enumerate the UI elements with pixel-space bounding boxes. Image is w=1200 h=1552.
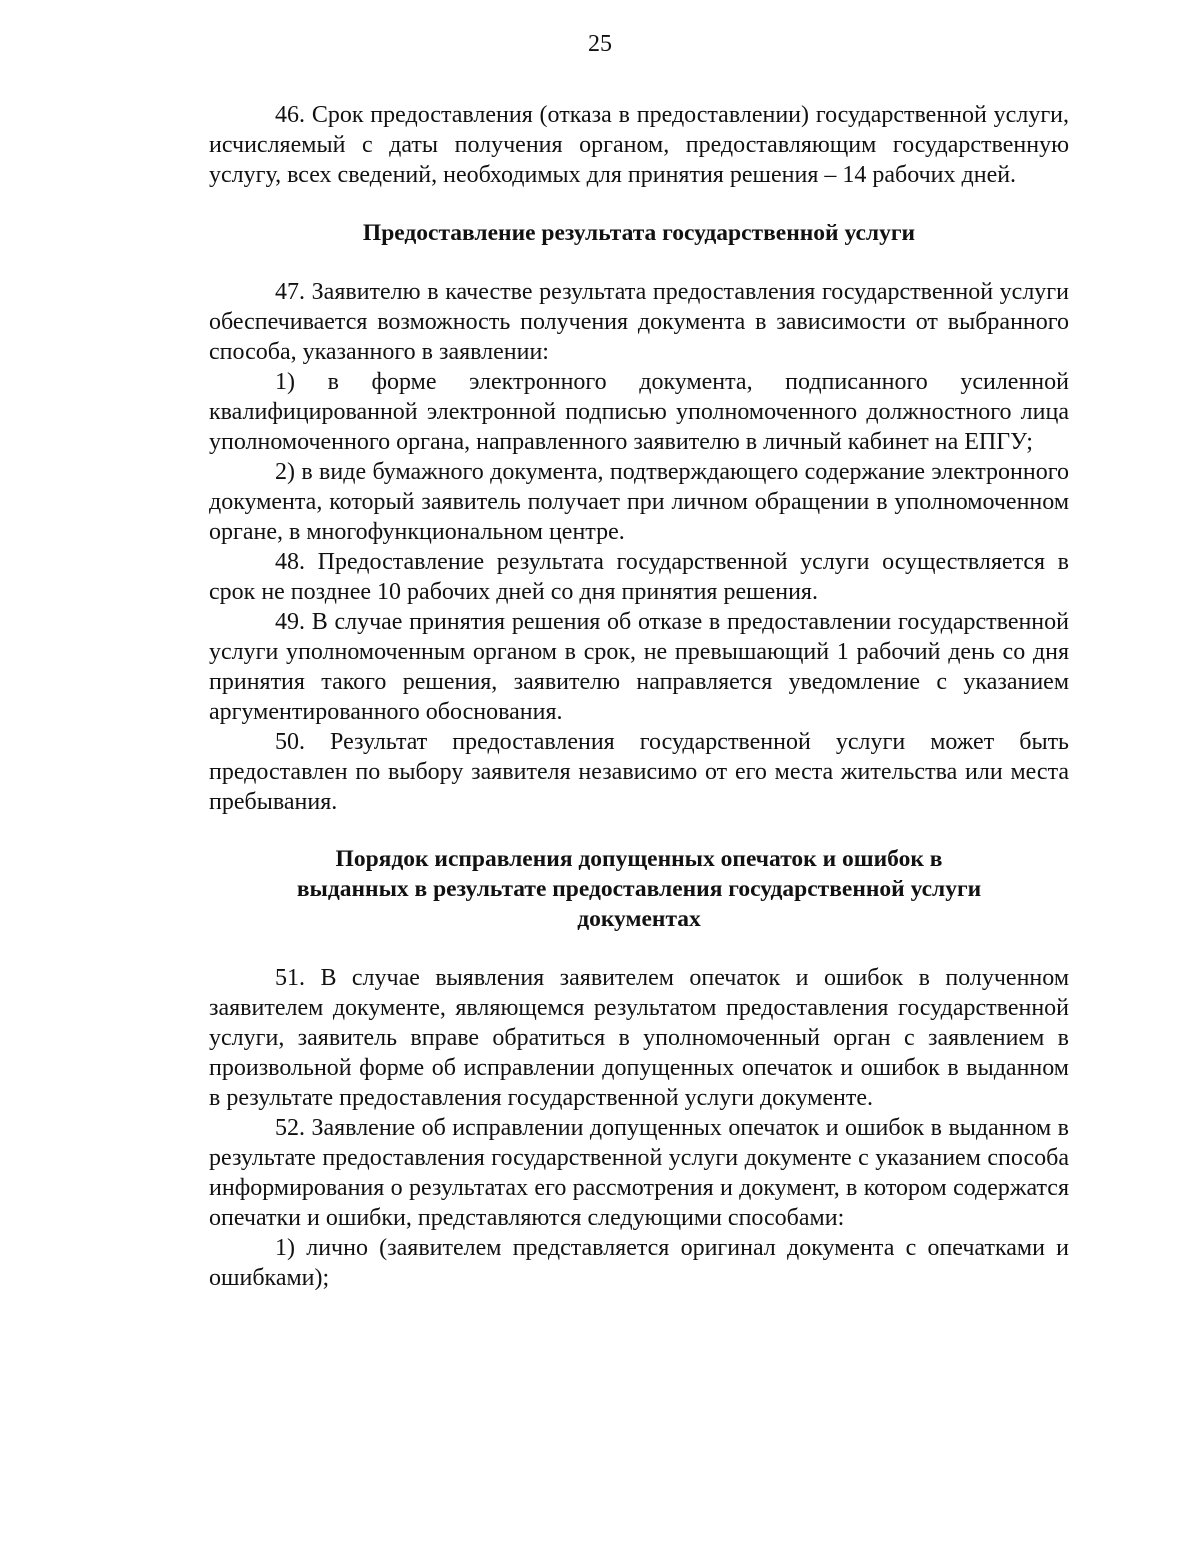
paragraph-46: 46. Срок предоставления (отказа в предоставлении) государственной услуги, исчисляемый с даты получения органом, предоставляющим государственную услугу, всех сведений, необходимых для принятия решения – 14 рабочих дней. bbox=[209, 102, 1069, 188]
paragraph-48: 48. Предоставление результата государственной услуги осуществляется в срок не позднее 10 рабочих дней со дня принятия решения. bbox=[209, 549, 1069, 605]
heading-line: выданных в результате предоставления государственной услуги bbox=[296, 876, 982, 902]
page-number: 25 bbox=[588, 31, 612, 57]
document-body bbox=[209, 100, 1069, 1293]
heading-line: Порядок исправления допущенных опечаток и ошибок в bbox=[335, 846, 943, 872]
paragraph-47-item-1: 1) в форме электронного документа, подписанного усиленной квалифицированной электронной подписью уполномоченного должностного лица уполномоченного органа, направленного заявителю в личный кабинет на ЕПГУ; bbox=[209, 369, 1069, 455]
paragraph-47: 47. Заявителю в качестве результата предоставления государственной услуги обеспечивается возможность получения документа в зависимости от выбранного способа, указанного в заявлении: bbox=[209, 279, 1069, 365]
paragraph-51: 51. В случае выявления заявителем опечаток и ошибок в полученном заявителем документе, являющемся результатом предоставления государственной услуги, заявитель вправе обратиться в уполномоченный орган с заявлением в произвольной форме об исправлении допущенных опечаток и ошибок в выданном в результате предоставления государственной услуги документе. bbox=[209, 965, 1069, 1111]
heading-line: документах bbox=[577, 906, 701, 932]
paragraph-52: 52. Заявление об исправлении допущенных опечаток и ошибок в выданном в результате предоставления государственной услуги документе с указанием способа информирования о результатах его рассмотрения и документ, в котором содержатся опечатки и ошибки, представляются следующими способами: bbox=[209, 1115, 1069, 1231]
paragraph-49: 49. В случае принятия решения об отказе в предоставлении государственной услуги уполномоченным органом в срок, не превышающий 1 рабочий день со дня принятия такого решения, заявителю направляется уведомление с указанием аргументированного обоснования. bbox=[209, 609, 1069, 725]
paragraph-47-item-2: 2) в виде бумажного документа, подтверждающего содержание электронного документа, который заявитель получает при личном обращении в уполномоченном органе, в многофункциональном центре. bbox=[209, 459, 1069, 545]
paragraph-50: 50. Результат предоставления государственной услуги может быть предоставлен по выбору заявителя независимо от его места жительства или места пребывания. bbox=[209, 729, 1069, 815]
paragraph-52-item-1: 1) лично (заявителем представляется оригинал документа с опечатками и ошибками); bbox=[209, 1235, 1069, 1291]
section-heading-corrections bbox=[209, 844, 1069, 934]
section-heading-result: Предоставление результата государственной услуги bbox=[362, 220, 916, 246]
